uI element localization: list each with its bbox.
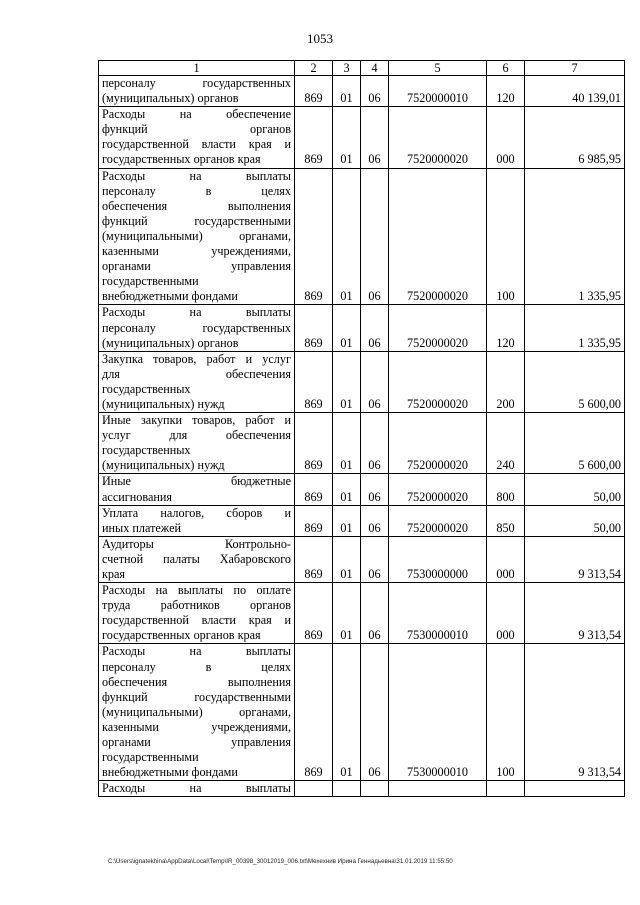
target-article-cell: 7520000020 <box>389 505 487 536</box>
expense-name-line: Расходы на выплаты <box>102 644 291 659</box>
subsection-code-cell <box>361 781 389 797</box>
amount-cell: 5 600,00 <box>525 413 625 474</box>
expense-name-line: государственной власти края и <box>102 613 291 628</box>
section-code-cell: 01 <box>333 644 361 781</box>
expense-name-line: (муниципальных) нужд <box>102 396 225 411</box>
section-code-cell: 01 <box>333 76 361 107</box>
section-code-cell: 01 <box>333 474 361 505</box>
admin-code-cell: 869 <box>295 505 333 536</box>
admin-code-cell: 869 <box>295 413 333 474</box>
admin-code-cell: 869 <box>295 583 333 644</box>
expense-name-line: Уплата налогов, сборов и <box>102 505 291 520</box>
expense-name-cell <box>99 351 295 412</box>
expense-name-line: обеспечения выполнения <box>102 198 291 213</box>
expense-name-cell <box>99 107 295 168</box>
expense-name-line: государственных органов края <box>102 628 261 643</box>
header-cell: 7 <box>525 61 625 76</box>
page-number: 1053 <box>307 31 333 46</box>
expense-name-cell <box>99 583 295 644</box>
expense-name-line: функций государственными <box>102 213 291 228</box>
header-cell: 3 <box>333 61 361 76</box>
expense-name-line: государственных <box>102 381 191 396</box>
table-row <box>99 351 625 412</box>
expense-name-cell <box>99 474 295 505</box>
subsection-code-cell: 06 <box>361 413 389 474</box>
target-article-cell: 7520000020 <box>389 413 487 474</box>
admin-code-cell: 869 <box>295 107 333 168</box>
expense-name-line: для обеспечения <box>102 366 291 381</box>
expense-name-cell <box>99 536 295 582</box>
section-code-cell: 01 <box>333 351 361 412</box>
table-row <box>99 168 625 305</box>
section-code-cell: 01 <box>333 168 361 305</box>
expense-name-line: счетной палаты Хабаровского <box>102 551 291 566</box>
subsection-code-cell: 06 <box>361 351 389 412</box>
amount-cell: 5 600,00 <box>525 351 625 412</box>
subsection-code-cell: 06 <box>361 583 389 644</box>
expense-name-line: края <box>102 567 126 581</box>
table-row <box>99 583 625 644</box>
expense-name-line: государственными <box>102 274 199 289</box>
expense-name-line: обеспечения выполнения <box>102 674 291 689</box>
expense-type-cell: 000 <box>487 536 525 582</box>
target-article-cell: 7520000020 <box>389 474 487 505</box>
expense-name-line: Расходы на выплаты по оплате <box>102 583 291 598</box>
expense-name-line: персоналу государственных <box>102 320 291 335</box>
expense-name-line: функций государственными <box>102 689 291 704</box>
expense-name-line: государственных <box>102 443 191 458</box>
expense-name-cell <box>99 76 295 107</box>
admin-code-cell: 869 <box>295 536 333 582</box>
subsection-code-cell: 06 <box>361 536 389 582</box>
expense-name-line: Расходы на выплаты <box>102 781 291 796</box>
expense-name-line: ассигнования <box>102 489 173 504</box>
amount-cell: 9 313,54 <box>525 644 625 781</box>
expense-name-line: (муниципальных) органов <box>102 91 239 106</box>
amount-cell: 9 313,54 <box>525 583 625 644</box>
expense-name-cell <box>99 168 295 305</box>
expense-type-cell: 120 <box>487 305 525 351</box>
table-row <box>99 305 625 351</box>
expense-name-line: государственных органов края <box>102 152 261 167</box>
expense-name-line: (муниципальных) нужд <box>102 458 225 473</box>
expense-name-line: Расходы на выплаты <box>102 168 291 183</box>
amount-cell <box>525 781 625 797</box>
expense-name-line: (муниципальных) органов <box>102 335 239 350</box>
expense-name-cell <box>99 644 295 781</box>
expense-name-line: внебюджетными фондами <box>102 289 238 304</box>
section-code-cell: 01 <box>333 583 361 644</box>
expense-name-cell <box>99 413 295 474</box>
expense-type-cell: 000 <box>487 583 525 644</box>
target-article-cell: 7530000000 <box>389 536 487 582</box>
expense-name-line: Расходы на обеспечение <box>102 107 291 122</box>
subsection-code-cell: 06 <box>361 107 389 168</box>
expense-name-cell <box>99 505 295 536</box>
target-article-cell: 7520000020 <box>389 168 487 305</box>
section-code-cell: 01 <box>333 413 361 474</box>
expense-name-line: Аудиторы Контрольно- <box>102 536 291 551</box>
admin-code-cell: 869 <box>295 305 333 351</box>
expense-name-line: (муниципальными) органами, <box>102 704 291 719</box>
header-cell: 5 <box>389 61 487 76</box>
table-row <box>99 536 625 582</box>
expense-name-cell <box>99 781 295 797</box>
target-article-cell: 7520000020 <box>389 107 487 168</box>
subsection-code-cell: 06 <box>361 505 389 536</box>
subsection-code-cell: 06 <box>361 305 389 351</box>
header-row <box>99 61 625 76</box>
amount-cell: 1 335,95 <box>525 305 625 351</box>
subsection-code-cell: 06 <box>361 644 389 781</box>
table-row <box>99 781 625 797</box>
expense-name-line: Иные бюджетные <box>102 474 291 489</box>
expense-name-line: казенными учреждениями, <box>102 719 291 734</box>
expense-type-cell: 800 <box>487 474 525 505</box>
target-article-cell: 7520000020 <box>389 305 487 351</box>
target-article-cell <box>389 781 487 797</box>
section-code-cell: 01 <box>333 536 361 582</box>
admin-code-cell: 869 <box>295 351 333 412</box>
expense-type-cell: 000 <box>487 107 525 168</box>
target-article-cell: 7520000020 <box>389 351 487 412</box>
expense-type-cell: 120 <box>487 76 525 107</box>
expense-name-line: органами управления <box>102 735 291 750</box>
header-cell: 2 <box>295 61 333 76</box>
admin-code-cell <box>295 781 333 797</box>
section-code-cell: 01 <box>333 305 361 351</box>
table-row <box>99 413 625 474</box>
expense-name-line: персоналу в целях <box>102 183 291 198</box>
amount-cell: 6 985,95 <box>525 107 625 168</box>
subsection-code-cell: 06 <box>361 76 389 107</box>
expense-name-line: (муниципальными) органами, <box>102 228 291 243</box>
amount-cell: 9 313,54 <box>525 536 625 582</box>
admin-code-cell: 869 <box>295 644 333 781</box>
section-code-cell <box>333 781 361 797</box>
amount-cell: 1 335,95 <box>525 168 625 305</box>
target-article-cell: 7520000010 <box>389 76 487 107</box>
expense-name-line: казенными учреждениями, <box>102 244 291 259</box>
header-cell: 4 <box>361 61 389 76</box>
budget-table <box>98 60 625 797</box>
expense-name-cell <box>99 305 295 351</box>
expense-name-line: услуг для обеспечения <box>102 428 291 443</box>
expense-name-line: государственной власти края и <box>102 137 291 152</box>
expense-name-line: органами управления <box>102 259 291 274</box>
target-article-cell: 7530000010 <box>389 583 487 644</box>
expense-name-line: функций органов <box>102 122 291 137</box>
amount-cell: 50,00 <box>525 474 625 505</box>
header-cell: 1 <box>99 61 295 76</box>
expense-type-cell: 240 <box>487 413 525 474</box>
table-row <box>99 76 625 107</box>
expense-name-line: персоналу государственных <box>102 76 291 90</box>
admin-code-cell: 869 <box>295 474 333 505</box>
section-code-cell: 01 <box>333 107 361 168</box>
expense-name-line: труда работников органов <box>102 598 291 613</box>
expense-name-line: Расходы на выплаты <box>102 305 291 320</box>
table-row <box>99 644 625 781</box>
file-path-footer: C:\Users\ignatekhina\AppData\Local\Temp\IR_00398_30012019_006.txt\Мехехнив Ирина Геннадьевна\31.01.2019 11:55:50 <box>108 858 453 865</box>
amount-cell: 40 139,01 <box>525 76 625 107</box>
expense-name-line: государственными <box>102 750 199 765</box>
admin-code-cell: 869 <box>295 168 333 305</box>
expense-type-cell: 100 <box>487 644 525 781</box>
target-article-cell: 7530000010 <box>389 644 487 781</box>
subsection-code-cell: 06 <box>361 168 389 305</box>
header-cell: 6 <box>487 61 525 76</box>
expense-name-line: персоналу в целях <box>102 659 291 674</box>
section-code-cell: 01 <box>333 505 361 536</box>
table-row <box>99 474 625 505</box>
amount-cell: 50,00 <box>525 505 625 536</box>
subsection-code-cell: 06 <box>361 474 389 505</box>
table-row <box>99 107 625 168</box>
expense-type-cell <box>487 781 525 797</box>
table-row <box>99 505 625 536</box>
expense-name-line: Иные закупки товаров, работ и <box>102 413 291 428</box>
admin-code-cell: 869 <box>295 76 333 107</box>
expense-name-line: иных платежей <box>102 520 181 535</box>
expense-name-line: Закупка товаров, работ и услуг <box>102 351 291 366</box>
expense-type-cell: 100 <box>487 168 525 305</box>
expense-name-line: внебюджетными фондами <box>102 765 238 780</box>
expense-type-cell: 200 <box>487 351 525 412</box>
expense-type-cell: 850 <box>487 505 525 536</box>
